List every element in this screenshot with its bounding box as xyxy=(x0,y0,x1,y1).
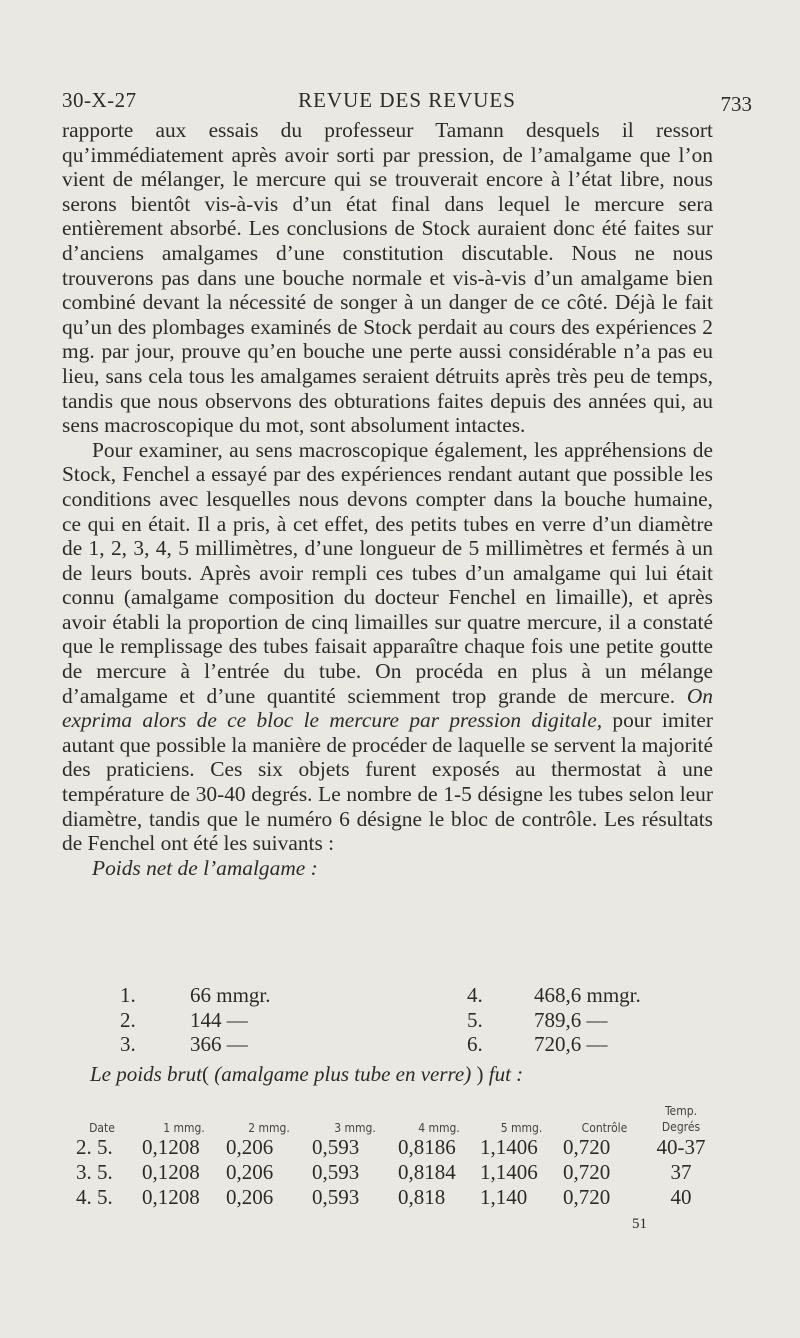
table-cell: 1,1406 xyxy=(480,1135,538,1159)
weight-value: 720,6 — xyxy=(534,1032,608,1057)
table-cell: 0,1208 xyxy=(142,1160,200,1184)
paragraph-2-text: Pour examiner, au sens macroscopique également, les appréhensions de Stock, Fenchel a essayé par des expériences rendant autant que possible les conditions avec lesquelles nous devons compter dans la bouche humaine, ce qui en était. Il a pris, à cet effet, des petits tubes en verre d’un diamètre de 1, 2, 3, 4, 5 millimètres, d’une longueur de 5 millimètres et fermés à un de leurs bouts. Après avoir rempli ces tubes d’un amalgame qui lui était connu (amalgame composition du docteur Fenchel en limaille), et après avoir établi la proportion de cinq limailles sur quatre mercure, il a constaté que le remplissage des tubes faisait apparaître chaque fois une petite goutte de mercure à l’entrée du tube. On procéda en plus à un mélange d’amalgame et d’une quantité sciemment trop grande de mercure. xyxy=(62,437,713,708)
col-header: 4 mmg. xyxy=(418,1121,460,1135)
article-body xyxy=(62,118,713,880)
page-number: 733 xyxy=(720,92,752,116)
header-date: 30-X-27 xyxy=(62,88,137,112)
table-row xyxy=(62,1135,716,1160)
paragraph-2 xyxy=(62,438,713,856)
paragraph-2-end: pour imiter autant que possible la manière de procéder de laquelle se servent la majorité des praticiens. Ces six objets furent exposés au thermostat à une température de 30-40 degrés. Le nombre de 1-5 désigne les tubes selon leur diamètre, tandis que le numéro 6 désigne le bloc de contrôle. Les résultats de Fenchel ont été les suivants : xyxy=(62,708,713,856)
table-cell: 0,720 xyxy=(563,1135,611,1159)
weight-value: 789,6 — xyxy=(534,1007,608,1032)
brut-label-italic: Le poids brut xyxy=(90,1062,203,1086)
table-cell: 0,206 xyxy=(226,1135,274,1159)
table-cell: 0,720 xyxy=(563,1185,611,1209)
col-header: Date xyxy=(89,1121,115,1135)
brut-label-paren: ( xyxy=(202,1062,210,1086)
weight-number: 6. xyxy=(467,1032,483,1057)
weight-row xyxy=(62,1032,713,1057)
weight-value: 468,6 mmgr. xyxy=(534,983,641,1007)
table-cell: 0,818 xyxy=(398,1185,446,1209)
table-cell: 0,206 xyxy=(226,1160,274,1184)
brut-label-paren-text: (amalgame plus tube en verre) xyxy=(209,1062,477,1086)
signature-mark: 51 xyxy=(632,1216,647,1232)
table-cell: 1,140 xyxy=(480,1185,528,1209)
paragraph-1: rapporte aux essais du professeur Tamann desquels il ressort qu’immédiatement après avoir sorti par pression, de l’amalgame que l’on vient de mélanger, le mercure qui se trouverait encore à l’état libre, nous serons bientôt vis-à-vis d’un état final dans lequel le mercure sera entièrement absorbé. Les conclusions de Stock auraient donc été faites sur d’anciens amalgames d’une constitution discutable. Nous ne nous trouverons pas dans une bouche normale et vis-à-vis d’un amalgame bien combiné devant la nécessité de songer à un danger de ce côté. Déjà le fait qu’un des plombages examinés de Stock perdait au cours des expériences 2 mg. par jour, prouve qu’en bouche une perte aussi considérable n’a pas eu lieu, sans cela tous les amalgames seraient détruits après très peu de temps, tandis que nous observons des obturations faites depuis des années qui, au sens macroscopique du mot, sont absolument intactes. xyxy=(62,118,713,438)
table-cell: 40-37 xyxy=(656,1135,706,1159)
table-row xyxy=(62,1160,716,1185)
poids-net-label: Poids net de l’amalgame : xyxy=(92,855,318,880)
weight-row xyxy=(62,1008,713,1033)
table-cell: 3. 5. xyxy=(76,1160,113,1184)
table-cell: 0,1208 xyxy=(142,1185,200,1209)
table-header-row xyxy=(62,1093,716,1135)
brut-label-paren-close: ) xyxy=(476,1062,484,1086)
table-cell: 4. 5. xyxy=(76,1185,113,1209)
weight-number: 2. xyxy=(120,1007,136,1032)
table-cell: 0,593 xyxy=(312,1160,360,1184)
col-header: 1 mmg. xyxy=(163,1121,205,1135)
table-cell: 37 xyxy=(670,1160,692,1184)
col-header: Temp. Degrés xyxy=(661,1104,701,1134)
table-row xyxy=(62,1185,716,1210)
header-title: REVUE DES REVUES xyxy=(298,88,516,112)
table-cell: 0,720 xyxy=(563,1160,611,1184)
weight-number: 4. xyxy=(467,983,483,1007)
table-cell: 2. 5. xyxy=(76,1135,113,1159)
poids-brut-label xyxy=(90,1062,523,1087)
col-header: 5 mmg. xyxy=(500,1121,543,1135)
col-header: 2 mmg. xyxy=(248,1121,290,1135)
table-cell: 1,1406 xyxy=(480,1160,538,1184)
table-cell: 0,593 xyxy=(312,1135,360,1159)
table-cell: 0,593 xyxy=(312,1185,360,1209)
net-weights-list xyxy=(62,983,713,1057)
results-table xyxy=(62,1093,716,1210)
col-header: 3 mmg. xyxy=(334,1121,376,1135)
table-cell: 0,8186 xyxy=(398,1135,456,1159)
weight-value: 366 — xyxy=(190,1032,248,1057)
col-header: Contrôle xyxy=(581,1121,628,1135)
table-cell: 40 xyxy=(670,1185,692,1209)
table-cell: 0,8184 xyxy=(398,1160,456,1184)
table-cell: 0,1208 xyxy=(142,1135,200,1159)
table-cell: 0,206 xyxy=(226,1185,274,1209)
brut-label-end: fut : xyxy=(488,1062,524,1086)
running-header xyxy=(62,82,752,114)
weight-row xyxy=(62,983,713,1008)
weight-number: 5. xyxy=(467,1007,483,1032)
paragraph-2-italic: On exprima alors de ce bloc le mercure par pression digitale, xyxy=(62,683,713,733)
weight-number: 1. xyxy=(120,983,136,1007)
weight-number: 3. xyxy=(120,1032,136,1057)
weight-value: 144 — xyxy=(190,1007,248,1032)
weight-value: 66 mmgr. xyxy=(190,983,271,1007)
